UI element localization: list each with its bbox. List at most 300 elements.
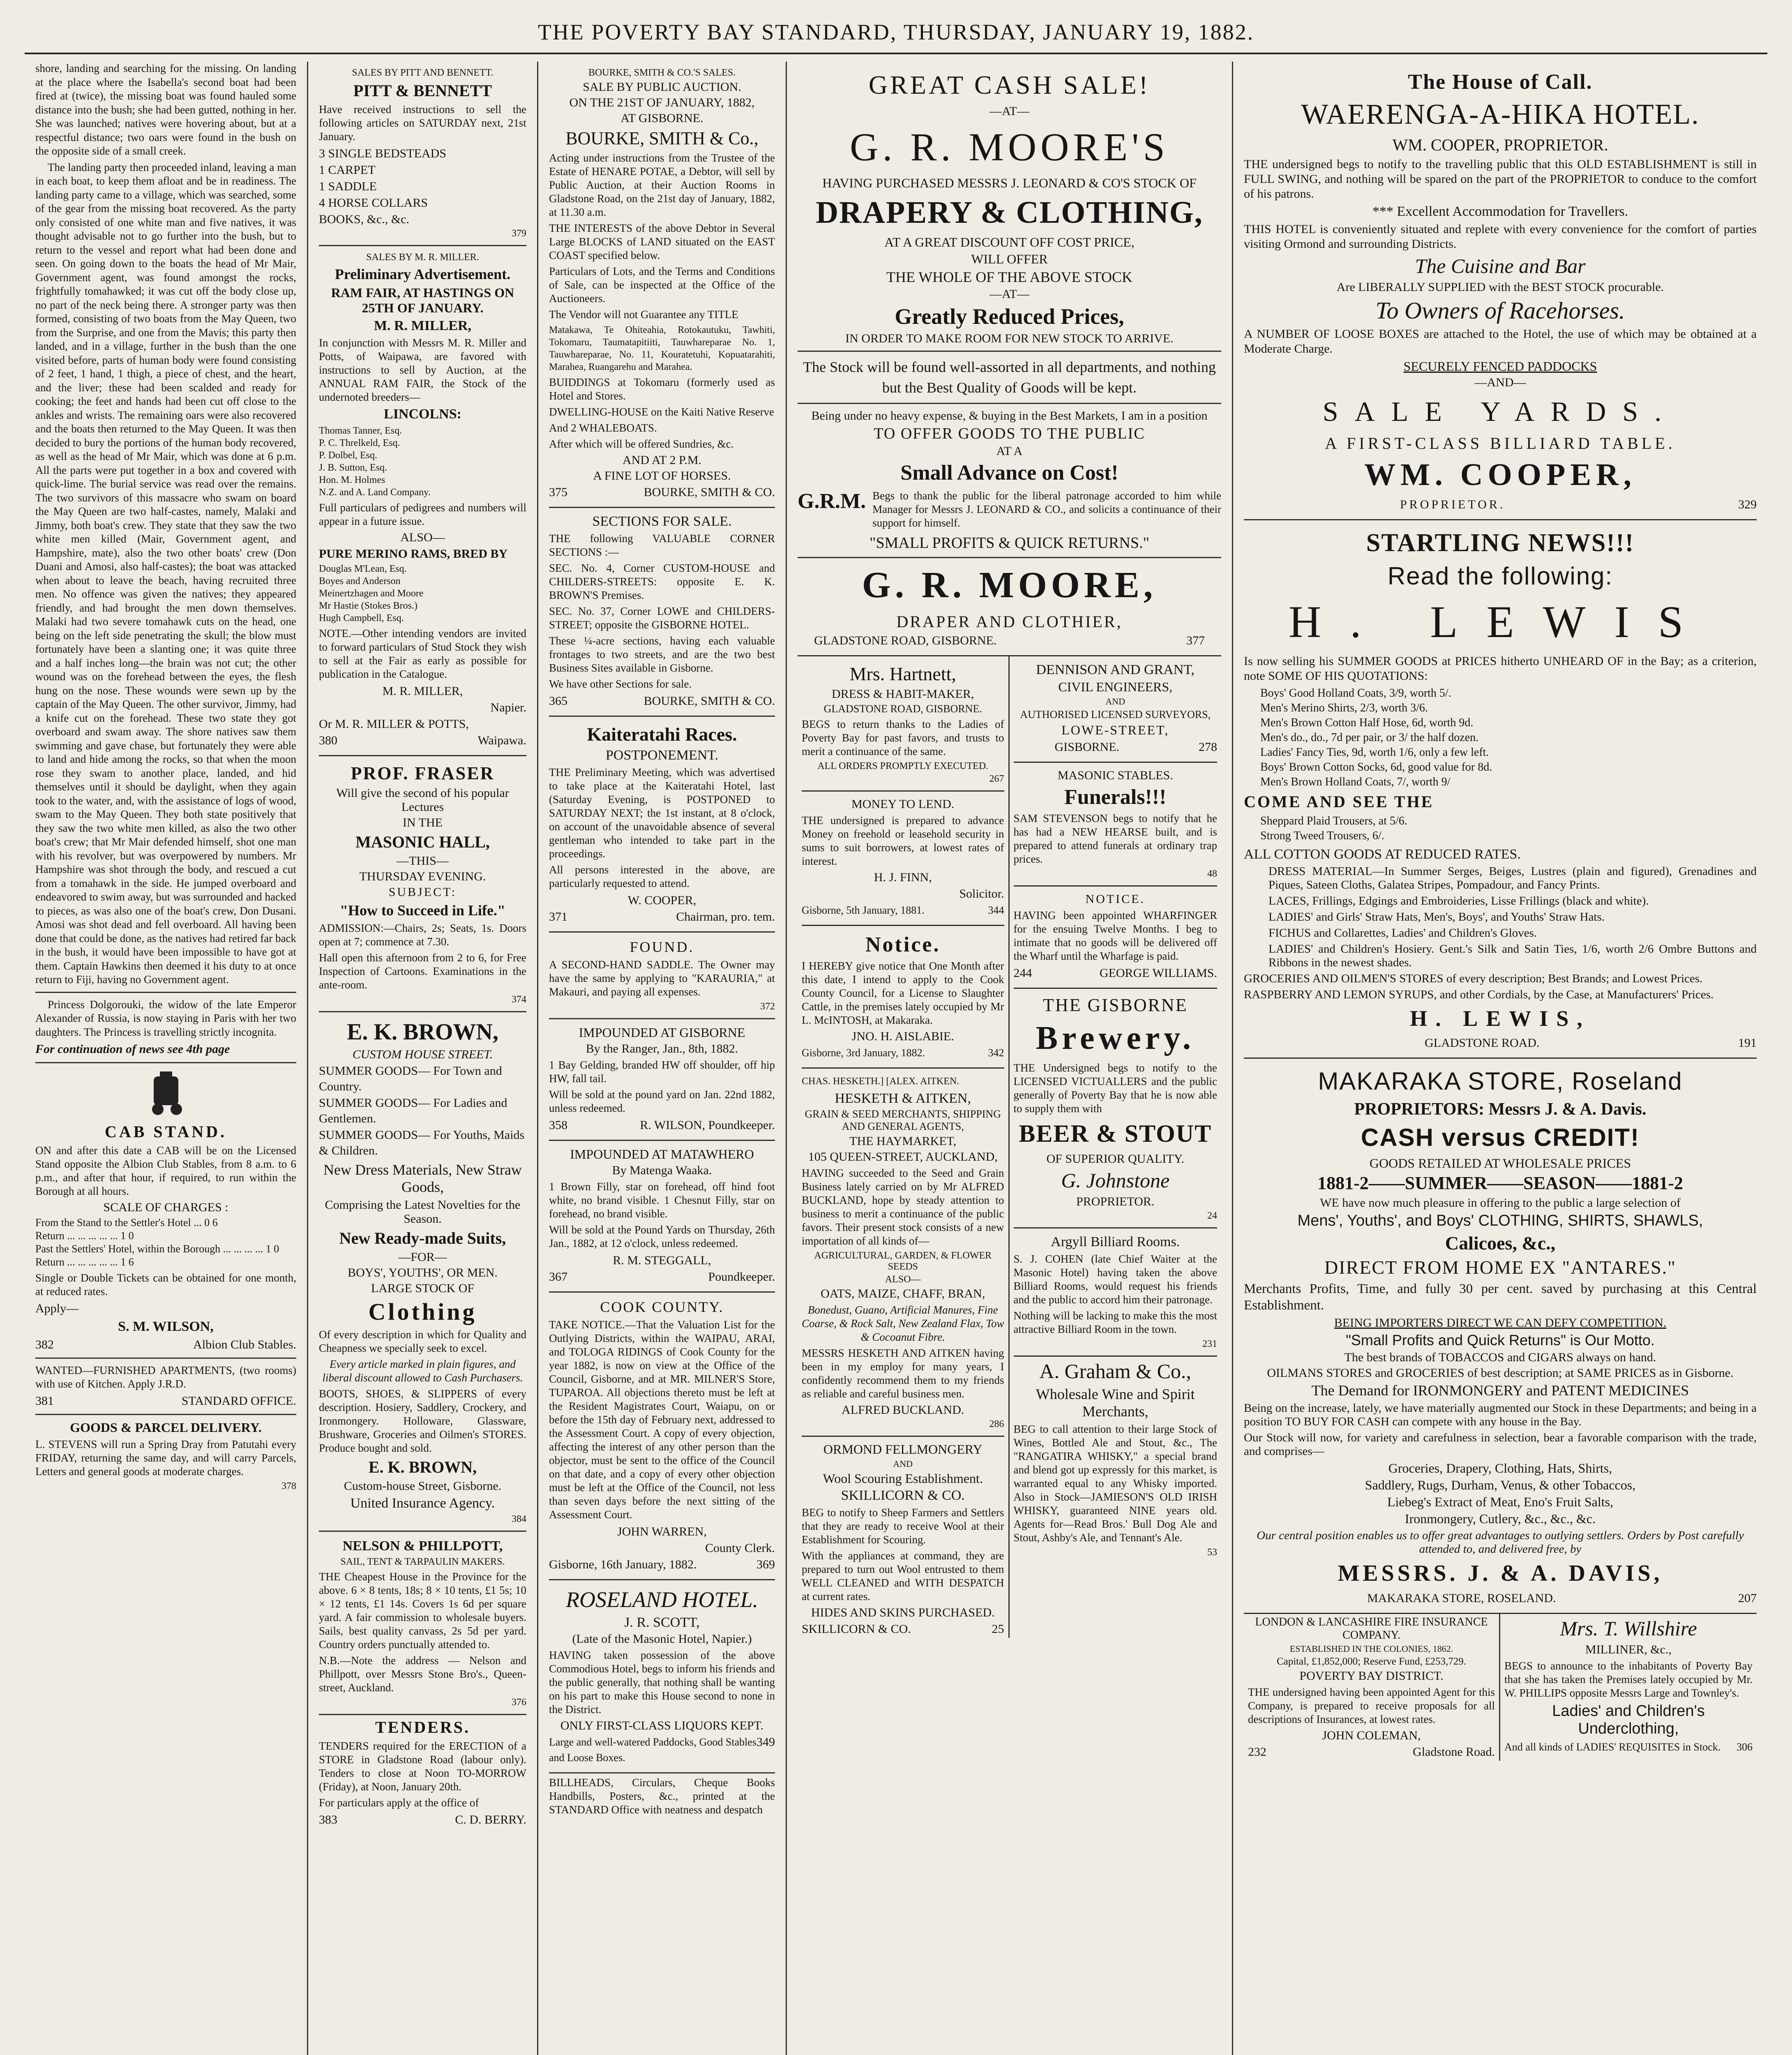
london-title: LONDON & LANCASHIRE FIRE INSURANCE COMPANY.: [1255, 1616, 1488, 1642]
roseland-title: ROSELAND HOTEL.: [565, 1587, 759, 1612]
ormond-firm: SKILLICORN & CO.: [841, 1488, 965, 1503]
impound-gisborne-ad: [549, 1019, 775, 1141]
roseland-name: J. R. SCOTT,: [624, 1615, 700, 1630]
makaraka-brands: The best brands of TOBACCOS and CIGARS always on hand.: [1344, 1351, 1656, 1364]
column-ads-2: [308, 62, 538, 2055]
breeder: Hon. M. Holmes: [319, 475, 385, 485]
brown-dress: New Dress Materials, New Straw Goods,: [323, 1161, 522, 1195]
makaraka-place: MAKARAKA STORE, ROSELAND.: [1367, 1591, 1556, 1605]
moore-address: GLADSTONE ROAD, GISBORNE.: [814, 634, 997, 647]
willshire-body: BEGS to announce to the inhabitants of Poverty Bay that she has taken the Premises lately occupied by Mr. W. PHILLIPS opposite Messrs Large and Townley's.: [1504, 1660, 1753, 1699]
fraser-title: PROF. FRASER: [351, 763, 495, 783]
dennison-st: LOWE-STREET,: [1061, 723, 1169, 737]
nelson-title: NELSON & PHILLPOTT,: [342, 1538, 503, 1554]
ormond-hides: HIDES AND SKINS PURCHASED.: [811, 1606, 995, 1619]
ad-number: 329: [1738, 498, 1757, 511]
makaraka-demand: The Demand for IRONMONGERY and PATENT MEDICINES: [1311, 1382, 1689, 1399]
waerenga-prop: WM. COOPER, PROPRIETOR.: [1392, 136, 1608, 154]
money-ad: [802, 792, 1004, 926]
lewis-body: Is now selling his SUMMER GOODS at PRICES hitherto UNHEARD OF in the Bay; as a criterion, note SOME OF HIS QUOTATIONS:: [1244, 654, 1757, 683]
hesketh-title: HESKETH & AITKEN,: [835, 1091, 971, 1106]
lewis-place: GLADSTONE ROAD.: [1425, 1036, 1540, 1050]
nelson-sub: SAIL, TENT & TARPAULIN MAKERS.: [340, 1556, 505, 1567]
lewis-quote: Boys' Good Holland Coats, 3/9, worth 5/.: [1260, 687, 1451, 700]
brown-sign2: Custom-house Street, Gisborne.: [344, 1479, 502, 1493]
sections-sign: BOURKE, SMITH & CO.: [643, 694, 775, 708]
makaraka-title: MAKARAKA STORE, Roseland: [1318, 1067, 1683, 1095]
bourke-at: AT GISBORNE.: [620, 111, 703, 125]
ad-number: 378: [281, 1481, 296, 1492]
ad-number: 25: [992, 1622, 1004, 1636]
dennison-place: GISBORNE.: [1054, 740, 1120, 754]
ad-number: 375: [549, 485, 567, 499]
makaraka-props: PROPRIETORS: Messrs J. & A. Davis.: [1354, 1100, 1647, 1119]
dennison-lic: AUTHORISED LICENSED SURVEYORS,: [1020, 709, 1211, 720]
news-paragraph: Princess Dolgorouki, the widow of the late Emperor Alexander of Russia, is now staying in Paris with her two daughters. The Princess is travelling strictly incognita.: [35, 998, 296, 1038]
ad-number: 369: [756, 1558, 775, 1571]
ormond-ad: [802, 1442, 1004, 1637]
lewis-raspberry: RASPBERRY AND LEMON SYRUPS, and other Cordials, by the Case, at Manufacturers' Prices.: [1244, 988, 1714, 1001]
brown-suits: New Ready-made Suits,: [339, 1229, 506, 1247]
pitt-item: 4 HORSE COLLARS: [319, 196, 428, 210]
makaraka-list: Groceries, Drapery, Clothing, Hats, Shirts,: [1388, 1461, 1612, 1475]
ad-number: 374: [512, 994, 526, 1005]
makaraka-cash: CASH versus CREDIT!: [1361, 1124, 1640, 1151]
races-role: Chairman, pro. tem.: [676, 910, 775, 924]
miller-sign2: Or M. R. MILLER & POTTS,: [319, 717, 469, 731]
fraser-line: IN THE: [403, 816, 443, 829]
willshire-sub: MILLINER, &c.,: [1585, 1643, 1672, 1656]
moore-reduced: Greatly Reduced Prices,: [895, 304, 1124, 329]
money-body: THE undersigned is prepared to advance Money on freehold or leasehold security in sums to suit borrowers, at lowest rates of interest.: [802, 814, 1004, 867]
masthead: THE POVERTY BAY STANDARD, THURSDAY, JANUARY 19, 1882.: [25, 12, 1767, 54]
lewis-name: H. LEWIS: [1288, 597, 1712, 647]
brown-sub: CUSTOM HOUSE STREET.: [352, 1048, 493, 1061]
money-title: MONEY TO LEND.: [851, 797, 955, 811]
ad-number: 191: [1738, 1036, 1757, 1050]
ad-number: 344: [988, 904, 1004, 916]
bourke-title: SALE BY PUBLIC AUCTION.: [583, 80, 741, 94]
ad-number: 380: [319, 734, 337, 747]
waerenga-boxes: A NUMBER OF LOOSE BOXES are attached to the Hotel, the use of which may be obtained at a Moderate Charge.: [1244, 327, 1757, 356]
ad-number: 365: [549, 694, 567, 708]
wharfinger-title: NOTICE.: [1085, 892, 1145, 906]
willshire-req: And all kinds of LADIES' REQUISITES in Stock.: [1504, 1741, 1721, 1753]
bourke-whaleboats: And 2 WHALEBOATS.: [549, 422, 657, 434]
graham-title: A. Graham & Co.,: [1039, 1360, 1191, 1383]
brewery-big: Brewery.: [1036, 1020, 1195, 1056]
bourke-blocks: Matakawa, Te Ohiteahia, Rotokautuku, Tawhiti, Tokomaru, Taumatapitiiti, Tauwhareparae No. 1, Tauwhareparae, No. 11, Kouratetuhi, Kopuatarahiti, Marahea, Ruangarehu and Marahea.: [549, 325, 775, 372]
cab-charge: From the Stand to the Settler's Hotel ... 0 6: [35, 1217, 218, 1228]
bourke-interests: THE INTERESTS of the above Debtor in Several Large BLOCKS of LAND situated on the EAST COAST specified below.: [549, 222, 775, 261]
impound-title: IMPOUNDED AT MATAWHERO: [570, 1147, 754, 1161]
brown-line: SUMMER GOODS— For Ladies and Gentlemen.: [319, 1096, 507, 1125]
brown-ad: [319, 1012, 526, 1532]
column-ads-4: [787, 62, 1233, 2055]
waerenga-owners: To Owners of Racehorses.: [1375, 297, 1625, 324]
races-body: THE Preliminary Meeting, which was advertised to take place at the Kaiteratahi Hotel, last (Saturday Evening, is POSTPONED to SATURDAY NEXT; the 1st instant, at 8 o'clock, on account of the unavoidable absence of several gentleman who intended to take part in the proceedings.: [549, 766, 775, 860]
roseland-body: HAVING taken possession of the above Commodious Hotel, begs to inform his friends and the public generally, that nothing shall be wanting on his part to make this House second to none in the District.: [549, 1649, 775, 1716]
miller-sign: M. R. MILLER,: [382, 684, 463, 698]
ad-number: 349: [756, 1735, 775, 1749]
miller-note: NOTE.—Other intending vendors are invited to forward particulars of Stud Stock they wish to sell at the Fair as early as possible for publication in the Catalogue.: [319, 627, 526, 680]
hesketh-sub: GRAIN & SEED MERCHANTS, SHIPPING AND GENERAL AGENTS,: [805, 1108, 1001, 1132]
miller-ad: [319, 246, 526, 756]
lewis-read: Read the following:: [1387, 562, 1613, 590]
nelson-body: THE Cheapest House in the Province for the above. 6 × 8 tents, 18s; 8 × 10 tents, £1 5s; 10 × 12 tents, £1 14s. Covers 1s 6d per square yard. A fair commission to wholesale buyers. Sails, best quality canvass, 2s 5d per yard. Country orders punctually attended to.: [319, 1570, 526, 1651]
lewis-hosiery: LADIES' and Children's Hosiery. Gent.'s Silk and Satin Ties, 1/6, worth 2/6 Ombre Buttons and Ribbons in the newest shades.: [1268, 942, 1757, 969]
makaraka-oilmens: OILMANS STORES and GROCERIES of best description; at SAME PRICES as in Gisborne.: [1267, 1366, 1734, 1380]
impound-sale: Will be sold at the pound yard on Jan. 22nd 1882, unless redeemed.: [549, 1088, 775, 1114]
makaraka-list: Liebeg's Extract of Meat, Eno's Fruit Salts,: [1387, 1494, 1614, 1509]
breeder: J. B. Sutton, Esq.: [319, 462, 387, 473]
lewis-startling: STARTLING NEWS!!!: [1366, 529, 1635, 557]
waerenga-yards: SALE YARDS.: [1322, 396, 1678, 427]
roseland-liquors: ONLY FIRST-CLASS LIQUORS KEPT.: [560, 1719, 764, 1732]
argyll-title: Argyll Billiard Rooms.: [1051, 1234, 1180, 1249]
hesketh-manures: Bonedust, Guano, Artificial Manures, Fine Coarse, & Rock Salt, New Zealand Flax, Tow & Cocoanut Fibre.: [802, 1304, 1004, 1343]
lewis-quote: Men's Brown Holland Coats, 7/, worth 9/: [1260, 776, 1451, 788]
argyll-ad: [1014, 1228, 1218, 1357]
makaraka-season: 1881-2——SUMMER——SEASON——1881-2: [1317, 1173, 1683, 1193]
column-news: [25, 62, 308, 2055]
waerenga-paddocks: SECURELY FENCED PADDOCKS: [1403, 359, 1597, 374]
hartnett-orders: ALL ORDERS PROMPTLY EXECUTED.: [817, 761, 989, 771]
brown-boots: BOOTS, SHOES, & SLIPPERS of every description. Hosiery, Saddlery, Crockery, and Ironmongery. Holloware, Glassware, Brushware, Groceries and Oilmen's STORES. Produce bought and sold.: [319, 1388, 526, 1454]
london-body: THE undersigned having been appointed Agent for this Company, is prepared to receive proposals for all descriptions of Insurances, at lowest rates.: [1248, 1686, 1495, 1725]
moore-line: IN ORDER TO MAKE ROOM FOR NEW STOCK TO ARRIVE.: [845, 332, 1174, 345]
dennison-title: DENNISON AND GRANT,: [1036, 662, 1195, 677]
ad-number: 367: [549, 1270, 567, 1284]
breeder: Boyes and Anderson: [319, 576, 401, 586]
sections-body: THE following VALUABLE CORNER SECTIONS :—: [549, 532, 775, 558]
brown-boys: BOYS', YOUTHS', OR MEN.: [348, 1266, 498, 1279]
lewis-laces: LACES, Frillings, Edgings and Embroideries, Lisse Frillings (black and white).: [1268, 894, 1649, 907]
argyll-body: S. J. COHEN (late Chief Waiter at the Masonic Hotel) having taken the above Billiard Rooms, would request his friends and the public to accord him their patronage.: [1013, 1253, 1217, 1306]
hartnett-title: Mrs. Hartnett,: [849, 663, 956, 684]
ormond-body: BEG to notify to Sheep Farmers and Settlers that they are ready to receive Wool at their Establishment for Scouring.: [802, 1506, 1004, 1546]
races-sign: W. COOPER,: [627, 894, 697, 907]
ad-number: 383: [319, 1813, 337, 1826]
london-sign: JOHN COLEMAN,: [1322, 1729, 1421, 1742]
nelson-nb: N.B.—Note the address — Nelson and Phillpott, over Messrs Stone Bro's., Queen-street, Auckland.: [319, 1654, 526, 1694]
races-req: All persons interested in the above, are particularly requested to attend.: [549, 864, 775, 889]
impound-sign: R. M. STEGGALL,: [613, 1254, 711, 1267]
brown-sign: E. K. BROWN,: [368, 1458, 477, 1476]
hesketh-body2: MESSRS HESKETH AND AITKEN having been in my employ for many years, I confidently recommend them to my friends as reliable and careful business men.: [802, 1347, 1004, 1400]
cab-title: CAB STAND.: [104, 1122, 227, 1141]
hesketh-sign: ALFRED BUCKLAND.: [842, 1403, 964, 1417]
ad-number: 278: [1199, 740, 1217, 754]
ad-number: 371: [549, 910, 567, 924]
ormond-sign: SKILLICORN & CO.: [802, 1622, 911, 1636]
wharfinger-sign: GEORGE WILLIAMS.: [1099, 966, 1217, 980]
fraser-line: MASONIC HALL,: [355, 833, 490, 851]
hesketh-oats: OATS, MAIZE, CHAFF, BRAN,: [821, 1287, 985, 1300]
lewis-fichus: FICHUS and Collarettes, Ladies' and Children's Gloves.: [1268, 926, 1537, 940]
wanted-ad: WANTED—FURNISHED APARTMENTS, (two rooms) with use of Kitchen. Apply J.R.D.: [35, 1364, 296, 1390]
hartnett-sub: DRESS & HABIT-MAKER,: [832, 687, 974, 701]
cab-name: S. M. WILSON,: [118, 1319, 214, 1334]
bourke-firm: BOURKE, SMITH & Co.,: [565, 128, 759, 148]
ad-number: 381: [35, 1394, 54, 1408]
ad-number: 358: [549, 1118, 567, 1132]
masonic-body: SAM STEVENSON begs to notify that he has had a NEW HEARSE built, and is prepared to attend funerals at ordinary trap prices.: [1013, 812, 1217, 865]
london-capital: Capital, £1,852,000; Reserve Fund, £253,729.: [1276, 1656, 1467, 1667]
pitt-item: 3 SINGLE BEDSTEADS: [319, 147, 447, 160]
cab-charge: Past the Settlers' Hotel, within the Borough ... ... ... ... 1 0: [35, 1243, 279, 1255]
cab-stand-ad: [35, 1068, 296, 1353]
bourke-date: ON THE 21ST OF JANUARY, 1882,: [569, 96, 755, 109]
makaraka-calicoes: Calicoes, &c.,: [1445, 1233, 1556, 1254]
miller-body: In conjunction with Messrs M. R. Miller and Potts, of Waipawa, are favored with instructions to sell by Auction, at the ANNUAL RAM FAIR, the Stock of the undernoted breeders—: [319, 337, 526, 403]
fraser-line: —THIS—: [397, 854, 449, 868]
money-sign: H. J. FINN,: [874, 870, 932, 884]
brown-desc: Of every description in which for Quality and Cheapness we specially seek to excel.: [319, 1328, 526, 1354]
found-ad: [549, 933, 775, 1019]
bourke-body: Acting under instructions from the Trustee of the Estate of HENARE POTAE, a Debtor, will sell by Public Auction, at their Auction Rooms in Gladstone Road, on the 21st day of January, 1882, at 11.30 a.m.: [549, 152, 775, 218]
hartnett-place: GLADSTONE ROAD, GISBORNE.: [823, 703, 982, 715]
willshire-title: Mrs. T. Willshire: [1560, 1617, 1697, 1640]
bourke-vendor: The Vendor will not Guarantee any TITLE: [549, 308, 738, 321]
impound-item: 1 Bay Gelding, branded HW off shoulder, off hip HW, fall tail.: [549, 1059, 775, 1085]
moore-line: WILL OFFER: [971, 252, 1048, 266]
column-ads-3: [538, 62, 787, 2055]
county-body: TAKE NOTICE.—That the Valuation List for the Outlying Districts, within the WAIPAU, ARAI, and TOLOGA RIDINGS of Cook County for the year 1882, is now on view at the Office of the Council, Gisborne, and at MR. MILNER'S Store, TUPAROA. All objections thereto must be left at the Resident Magistrates Court, Waiapu, on or before the 15th day of February next, addressed to the Assessment Court. A copy of every objection, affecting the interest of any other person than the objector, must be sent to the office of the Council on that date, and a copy of every other objection must be left at the Office of the Council, not less than seven days before the next sitting of the Assessment Court.: [549, 1318, 775, 1521]
roseland-stables: Large and well-watered Paddocks, Good Stables and Loose Boxes.: [549, 1736, 756, 1764]
waerenga-role: PROPRIETOR.: [1400, 498, 1506, 511]
makaraka-motto: "Small Profits and Quick Returns" is Our Motto.: [1346, 1332, 1655, 1348]
fraser-subject: "How to Succeed in Life.": [340, 902, 505, 919]
argyll-more: Nothing will be lacking to make this the most attractive Billiard Room in the town.: [1013, 1309, 1217, 1335]
sections-more: We have other Sections for sale.: [549, 678, 692, 690]
billheads-ad: BILLHEADS, Circulars, Cheque Books Handbills, Posters, &c., printed at the STANDARD Office with neatness and despatch: [549, 1776, 775, 1816]
graham-body: BEG to call attention to their large Stock of Wines, Bottled Ale and Stout, &c., The "RANGATIRA WHISKY," a special brand and blend got up expressly for this market, is warranted equal to any Whisky imported. Also in Stock—JAMIESON'S OLD IRISH WHISKY, guaranteed NINE years old. Agents for—Read Bros.' Bull Dog Ale and Stout, Ashby's Ale, and Tennant's Ale.: [1013, 1423, 1217, 1544]
breeder: Meinertzhagen and Moore: [319, 588, 424, 599]
brewery-ad: [1014, 989, 1218, 1228]
brewery-sign: G. Johnstone: [1061, 1169, 1170, 1192]
moore-line: AT A: [996, 444, 1023, 458]
makaraka-wholesale: GOODS RETAILED AT WHOLESALE PRICES: [1369, 1156, 1631, 1171]
bourke-particulars: Particulars of Lots, and the Terms and Conditions of Sale, can be inspected at the Office of the Auctioneers.: [549, 265, 775, 305]
breeder: N.Z. and A. Land Company.: [319, 487, 431, 498]
breeder: Mr Hastie (Stokes Bros.): [319, 600, 417, 611]
london-district: POVERTY BAY DISTRICT.: [1299, 1669, 1444, 1683]
cab-charge: Return ... ... ... ... ... 1 6: [35, 1256, 134, 1268]
makaraka-variety: Our Stock will now, for variety and carefulness in selection, bear a favorable comparison with the trade, and comprises—: [1244, 1431, 1757, 1458]
ormond-and: AND: [893, 1459, 913, 1469]
brown-stock: LARGE STOCK OF: [371, 1281, 475, 1295]
lewis-groceries: GROCERIES AND OILMEN'S STORES of every description; Best Brands; and Lowest Prices.: [1244, 972, 1703, 985]
miller-place: Waipawa.: [477, 734, 526, 747]
notice-ad: [802, 926, 1004, 1069]
ad-number: 244: [1013, 966, 1032, 980]
county-date: Gisborne, 16th January, 1882.: [549, 1558, 697, 1571]
waerenga-body2: THIS HOTEL is conveniently situated and replete with every convenience for the comfort of parties visiting Ormond and surrounding Districts.: [1244, 222, 1757, 251]
miller-ramfair: RAM FAIR, AT HASTINGS ON 25TH OF JANUARY.: [331, 285, 514, 315]
found-title: FOUND.: [630, 939, 694, 955]
lewis-trousers: Sheppard Plaid Trousers, at 5/6.: [1260, 815, 1407, 827]
ad-number: 207: [1738, 1591, 1757, 1605]
lewis-ladies: LADIES' and Girls' Straw Hats, Men's, Boys', and Youths' Straw Hats.: [1268, 910, 1605, 924]
lewis-trousers: Strong Tweed Trousers, 6/.: [1260, 829, 1384, 842]
notice-title: Notice.: [865, 933, 941, 956]
fraser-ad: [319, 756, 526, 1012]
makaraka-mens: Mens', Youths', and Boys' CLOTHING, SHIRTS, SHAWLS,: [1297, 1212, 1703, 1229]
moore-line: DRAPER AND CLOTHIER,: [896, 612, 1123, 631]
waerenga-ad: [1244, 62, 1757, 520]
bourke-head: BOURKE, SMITH & CO.'S SALES.: [588, 67, 736, 78]
lewis-quote: Men's Merino Shirts, 2/3, worth 3/6.: [1260, 702, 1428, 714]
continuation-note: For continuation of news see 4th page: [35, 1042, 230, 1056]
brown-insurance: United Insurance Agency.: [350, 1496, 495, 1511]
graham-ad: [1014, 1359, 1218, 1558]
breeder: Douglas M'Lean, Esq.: [319, 563, 407, 574]
pitt-item: 1 SADDLE: [319, 180, 377, 193]
brewery-beer: BEER & STOUT: [1019, 1120, 1212, 1147]
hesketh-ad: [802, 1069, 1004, 1437]
dennison-sub: CIVIL ENGINEERS,: [1058, 679, 1173, 694]
hesketh-body: HAVING succeeded to the Seed and Grain Business lately carried on by Mr ALFRED BUCKLAND, hope by steady attention to business to merit a continuance of the public favors. Their present stock consists of a new importation of all kinds of—: [802, 1167, 1004, 1247]
ad-number: 376: [512, 1697, 526, 1708]
ad-number: 286: [989, 1419, 1004, 1429]
column-ads-5: [1233, 62, 1767, 2055]
moore-line: AT A GREAT DISCOUNT OFF COST PRICE,: [884, 235, 1135, 249]
moore-stock: The Stock will be found well-assorted in all departments, and nothing but the Best Quality of Goods will be kept.: [803, 359, 1216, 396]
lewis-ad: [1244, 520, 1757, 1059]
impound-item: 1 Brown Filly, star on forehead, off hind foot white, no brand visible. 1 Chesnut Filly, star on forehead, no brand visible.: [549, 1180, 775, 1220]
tenders-body: TENDERS required for the ERECTION of a STORE in Gladstone Road (labour only). Tenders to close at Noon TO-MORROW (Friday), at Noon, January 20th.: [319, 1740, 526, 1793]
miller-title: Preliminary Advertisement.: [334, 266, 511, 282]
bourke-buildings: BUIDDINGS at Tokomaru (formerly used as Hotel and Stores.: [549, 376, 775, 402]
races-title: Kaiteratahi Races.: [587, 724, 737, 745]
waerenga-cuisine: The Cuisine and Bar: [1415, 254, 1586, 277]
cab-icon: [35, 1068, 296, 1120]
moore-line: —AT—: [989, 104, 1029, 118]
brown-novel: Comprising the Latest Novelties for the Season.: [325, 1198, 521, 1226]
bourke-dwelling: DWELLING-HOUSE on the Kaiti Native Reserve: [549, 406, 775, 418]
masonic-ad: [1014, 763, 1218, 887]
bourke-sundries: After which will be offered Sundries, &c.: [549, 438, 734, 450]
cab-place: Albion Club Stables.: [193, 1338, 296, 1351]
impound-by: By the Ranger, Jan., 8th, 1882.: [586, 1042, 738, 1055]
makaraka-increase: Being on the increase, lately, we have materially augmented our Stock in these Departments; and being in a position TO BUY FOR CASH can compete with any house in the Bay.: [1244, 1402, 1757, 1428]
makaraka-merchants: Merchants Profits, Time, and fully 30 per cent. saved by purchasing at this Central Establishment.: [1244, 1281, 1757, 1313]
willshire-ladies: Ladies' and Children's Underclothing,: [1552, 1702, 1705, 1737]
news-paragraph: shore, landing and searching for the missing. On landing at the place where the Isabella's second boat had been fired at (twice), the missing boat was found hauled some distance into the bush; she had been gutted, nothing in her. She was launched; natives were hovering about, but at a respectful distance; two oars were found in the bush on the opposite side of a small creek.: [35, 62, 296, 157]
breeder: P. Dolbel, Esq.: [319, 450, 378, 461]
miller-sign-place: Napier.: [490, 701, 526, 714]
brown-line: SUMMER GOODS— For Town and Country.: [319, 1064, 502, 1093]
moore-name: G. R. MOORE'S: [850, 125, 1169, 169]
ad-number: 377: [1186, 634, 1205, 647]
moore-line: GREAT CASH SALE!: [868, 70, 1151, 99]
county-title: COOK COUNTY.: [600, 1299, 724, 1315]
miller-name: M. R. MILLER,: [374, 318, 472, 333]
fraser-line: THURSDAY EVENING.: [359, 870, 486, 883]
fraser-line: Will give the second of his popular Lectures: [336, 786, 509, 814]
cab-charge: Return ... ... ... ... ... 1 0: [35, 1230, 134, 1242]
wharfinger-ad: [1014, 887, 1218, 989]
tenders-title: TENDERS.: [375, 1718, 470, 1736]
lewis-come: COME AND SEE THE: [1244, 792, 1434, 811]
tenders-more: For particulars apply at the office of: [319, 1796, 479, 1809]
moore-line: Being under no heavy expense, & buying in the Best Markets, I am in a position: [811, 409, 1208, 423]
tenders-ad: [319, 1718, 526, 1828]
impound-role: Poundkeeper.: [708, 1270, 775, 1284]
lincolns-heading: LINCOLNS:: [384, 406, 461, 422]
impound-sign: R. WILSON, Poundkeeper.: [640, 1118, 775, 1132]
pitt-head: SALES BY PITT AND BENNETT.: [352, 67, 494, 78]
waerenga-supplied: Are LIBERALLY SUPPLIED with the BEST STOCK procurable.: [1336, 280, 1664, 294]
moore-advance: Small Advance on Cost!: [900, 461, 1119, 485]
impound-sale: Will be sold at the Pound Yards on Thursday, 26th Jan., 1882, at 12 o'clock, unless redeemed.: [549, 1224, 775, 1249]
moore-line: —AT—: [989, 287, 1029, 301]
waerenga-call: The House of Call.: [1408, 70, 1593, 94]
pitt-title: PITT & BENNETT: [353, 81, 492, 100]
moore-line: TO OFFER GOODS TO THE PUBLIC: [874, 425, 1145, 442]
bourke-sign: BOURKE, SMITH & CO.: [643, 485, 775, 499]
ormond-sub: Wool Scouring Establishment.: [823, 1471, 983, 1486]
ormond-body2: With the appliances at command, they are prepared to turn out Wool entrusted to them WELL CLEANED and WITH DESPATCH at current rates.: [802, 1549, 1004, 1602]
london-est: ESTABLISHED IN THE COLONIES, 1862.: [1289, 1644, 1453, 1654]
brewery-body: THE Undersigned begs to notify to the LICENSED VICTUALLERS and the public generally of Poverty Bay that he is now able to supply them with: [1013, 1062, 1217, 1115]
money-role: Solicitor.: [959, 887, 1004, 901]
money-date: Gisborne, 5th January, 1881.: [802, 904, 925, 916]
hesketh-names: CHAS. HESKETH.] [ALEX. AITKEN.: [802, 1076, 959, 1087]
ad-number: 231: [1202, 1339, 1217, 1349]
dennison-and: AND: [1105, 696, 1125, 707]
sections-item: SEC. No. 37, Corner LOWE and CHILDERS-STREET; opposite the GISBORNE HOTEL.: [549, 605, 775, 631]
lewis-quote: Ladies' Fancy Ties, 9d, worth 1/6, only a few left.: [1260, 746, 1489, 759]
moore-drapery: DRAPERY & CLOTHING,: [816, 195, 1203, 230]
moore-line: THE WHOLE OF THE ABOVE STOCK: [886, 269, 1132, 285]
ad-number: 306: [1737, 1741, 1753, 1753]
breeder: Hugh Campbell, Esq.: [319, 613, 404, 623]
lewis-quote: Boys' Brown Cotton Socks, 6d, good value for 8d.: [1260, 761, 1492, 774]
county-sign: JOHN WARREN,: [617, 1525, 707, 1538]
cab-body: ON and after this date a CAB will be on the Licensed Stand opposite the Albion Club Stables, from 8 a.m. to 6 p.m., and after that hour, if required, to run within the Borough at all hours.: [35, 1144, 296, 1197]
ad-number: 232: [1248, 1745, 1266, 1759]
ad-number: 342: [988, 1047, 1004, 1059]
brown-marked: Every article marked in plain figures, and liberal discount allowed to Cash Purchasers.: [322, 1358, 523, 1384]
races-ad: [549, 717, 775, 933]
moore-motto: "SMALL PROFITS & QUICK RETURNS.": [869, 534, 1149, 552]
fraser-line: SUBJECT:: [388, 885, 457, 899]
miller-head: SALES BY M. R. MILLER.: [366, 252, 479, 263]
hesketh-also: ALSO—: [885, 1274, 921, 1285]
lewis-dress: DRESS MATERIAL—In Summer Serges, Beiges, Lustres (plain and figured), Grenadines and Piques, Sateen Cloths, Galatea Stripes, Pompadour, and Fancy Prints.: [1268, 865, 1757, 891]
miller-pedigree: Full particulars of pedigrees and numbers will appear in a future issue.: [319, 501, 526, 527]
found-body: A SECOND-HAND SADDLE. The Owner may have the same by applying to "KARAURIA," at Makauri, and paying all expenses.: [549, 958, 775, 998]
notice-sign: JNO. H. AISLABIE.: [851, 1030, 954, 1043]
bourke-horses: A FINE LOT OF HORSES.: [593, 469, 731, 483]
pitt-item: 1 CARPET: [319, 163, 376, 177]
makaraka-central: Our central position enables us to offer great advantages to outlying settlers. Orders by Post carefully attended to, and delivered free, by: [1257, 1529, 1744, 1556]
ad-number: 384: [512, 1514, 526, 1524]
sections-ad: [549, 508, 775, 717]
merino-heading: PURE MERINO RAMS, BRED BY: [319, 547, 508, 561]
ad-number: 48: [1207, 868, 1217, 879]
hartnett-ad: [802, 656, 1004, 792]
london-place: Gladstone Road.: [1413, 1745, 1495, 1759]
impound-by: By Matenga Waaka.: [612, 1164, 712, 1177]
goods-body: L. STEVENS will run a Spring Dray from Patutahi every FRIDAY, returning the same day, and will carry Parcels, Letters and general goods at moderate charges.: [35, 1438, 296, 1478]
news-paragraph: The landing party then proceeded inland, leaving a man in each boat, to keep them afloat and be in readiness. The landing party came to a village, which was searched, some of the gear from the missing boat recovered. As the party only consisted of one white man and five natives, it was thought advisable not to go further into the bush, but to return to the vessel and report what had been done and seen. On going down to the boats the head of Mr Mair, Government agent, was found amongst the rocks, frightfully tomahawked; it was cut off the body close up, no part of the neck being there. A stronger party was then formed, consisting of two boats from the May Queen, two from the Surprise, and one from the Mavis; this party then landed, and in a village, further in the bush than the one visited before, parts of human body were found consisting of 2 feet, 1 hand, 1 thigh, a piece of chest, and the heart, and the liver; these had been scalded and ready for cooking; the feet and hands had been cut off close to the ankles and wrists. The remaining oars were also recovered and the boats then returned to the May Queen. It was then decided to bury the portions of the human body recovered, as well as the head of Mr Mair, which was done at 6 p.m. All the parts were put together in a box and covered with quick-lime. The burial service was read over the remains. The two survivors of this massacre who swam on board the May Queen are two half-castes, namely, Malaki and Jimmy, both boat's crew. They state that they saw the two white men killed (Mair, Government agent, and Hampshire, mate), also the two other boats' crew (Don Duani and Amosi, also half-castes); the boat was attacked when about to leave the beach, having recruited three men. No offence was given the natives; they appeared friendly, and had brought the men down themselves. Malaki had two severe tomahawk cuts on the head, one being on the left side penetrating the skull; the blow must fortunately have been a slanting one; it was quite three and a half inches long—the brain was not cut; the other wound was on the forehead between the eyes, the flesh hung on the nose. These wounds were sewn up by the captain of the May Queen. The other survivor, Jimmy, had a knife cut on the forehead. These two state they got overboard and swam away. The shore natives saw them swimming and gave chase, but fortunately they were able to land and hide among the rocks, so that when the moon rose they swam to another place, landed, and hid themselves until it should be daylight, when they again took to the water, and, with the assistance of logs of wood, swam to the May Queen. They both state positively that they saw the two white men killed, as also the two other boat's crew; that Mr Mair defended himself, shot one man with his revolver, but was overpowered by numbers. Mr Hampshire was shot through the body, and rescued a cut from a tomahawk in the side. He jumped overboard and endeavored to swim away, but was surrounded and hacked to pieces, as was also one of the boat's crew, Don Dusani. Amosi was shot dead and fell overboard. All having been done that could be done, as the natives had retired far back in the bush, it would have been impossible to have got at them. Captain Hawkins then deemed it his duty to at once return to Fiji, having no Government agent.: [35, 161, 296, 986]
makaraka-sign: MESSRS. J. & A. DAVIS,: [1338, 1561, 1663, 1586]
masonic-title: MASONIC STABLES.: [1057, 769, 1173, 782]
makaraka-list: Saddlery, Rugs, Durham, Venus, & other Tobaccos,: [1365, 1478, 1636, 1492]
